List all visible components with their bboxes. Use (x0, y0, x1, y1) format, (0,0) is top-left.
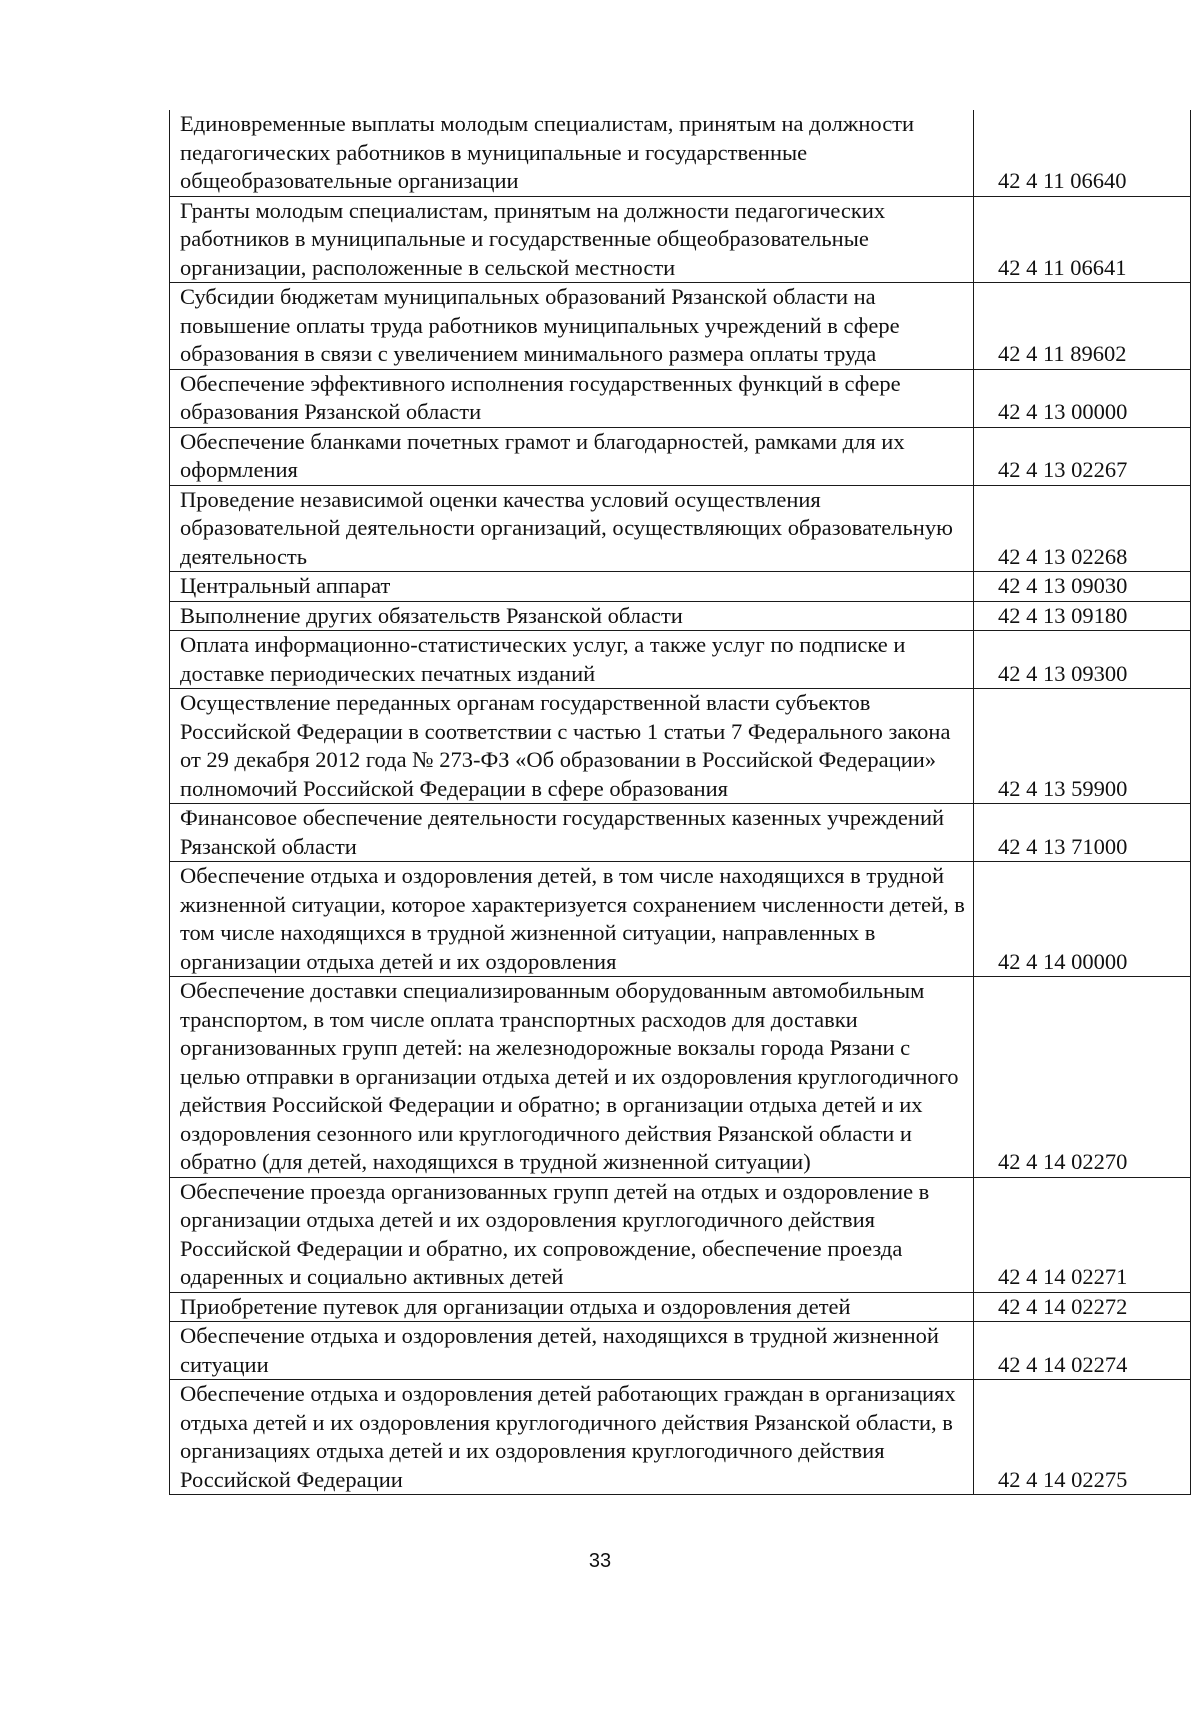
row-name-cell: Обеспечение отдыха и оздоровления детей, в том числе находящихся в трудной жизненной ситуации, которое характеризуется сохранением численности детей, в том числе находящихся в трудной жизненной ситуации, направленных в организации отдыха детей и их оздоровления (170, 862, 974, 977)
row-code-cell: 42 4 13 02267 (974, 427, 1191, 485)
table-row (170, 1177, 1191, 1292)
table-row (170, 1322, 1191, 1380)
row-code-cell: 42 4 14 02275 (974, 1380, 1191, 1495)
row-code-cell: 42 4 14 02272 (974, 1292, 1191, 1322)
table-row (170, 369, 1191, 427)
table-body (170, 110, 1191, 1495)
table-row (170, 977, 1191, 1178)
row-code-cell: 42 4 13 71000 (974, 804, 1191, 862)
row-code-cell: 42 4 14 02274 (974, 1322, 1191, 1380)
row-name-cell: Обеспечение эффективного исполнения государственных функций в сфере образования Рязанской области (170, 369, 974, 427)
row-name-cell: Обеспечение отдыха и оздоровления детей, находящихся в трудной жизненной ситуации (170, 1322, 974, 1380)
row-code-cell: 42 4 13 09300 (974, 631, 1191, 689)
table-row (170, 804, 1191, 862)
table-row (170, 283, 1191, 370)
row-name-cell: Выполнение других обязательств Рязанской области (170, 601, 974, 631)
row-name-cell: Проведение независимой оценки качества условий осуществления образовательной деятельности организаций, осуществляющих образовательную деятельность (170, 485, 974, 572)
row-code-cell: 42 4 14 02271 (974, 1177, 1191, 1292)
row-name-cell: Приобретение путевок для организации отдыха и оздоровления детей (170, 1292, 974, 1322)
row-code-cell: 42 4 13 09030 (974, 572, 1191, 602)
row-name-cell: Гранты молодым специалистам, принятым на должности педагогических работников в муниципальные и государственные общеобразовательные организации, расположенные в сельской местности (170, 196, 974, 283)
table-row (170, 485, 1191, 572)
row-name-cell: Обеспечение бланками почетных грамот и благодарностей, рамками для их оформления (170, 427, 974, 485)
row-code-cell: 42 4 14 02270 (974, 977, 1191, 1178)
table-row (170, 1380, 1191, 1495)
row-code-cell: 42 4 14 00000 (974, 862, 1191, 977)
table-row (170, 572, 1191, 602)
row-name-cell: Обеспечение доставки специализированным оборудованным автомобильным транспортом, в том числе оплата транспортных расходов для доставки организованных групп детей: на железнодорожные вокзалы города Рязани с целью отправки в организации отдыха детей и их оздоровления круглогодичного действия Российской Федерации и обратно; в организации отдыха детей и их оздоровления сезонного или круглогодичного действия Рязанской области и обратно (для детей, находящихся в трудной жизненной ситуации) (170, 977, 974, 1178)
budget-classification-table (169, 110, 1191, 1495)
table-row (170, 689, 1191, 804)
row-code-cell: 42 4 13 09180 (974, 601, 1191, 631)
row-code-cell: 42 4 13 59900 (974, 689, 1191, 804)
table-row (170, 862, 1191, 977)
row-name-cell: Центральный аппарат (170, 572, 974, 602)
row-code-cell: 42 4 11 06640 (974, 110, 1191, 196)
row-code-cell: 42 4 11 06641 (974, 196, 1191, 283)
page-number: 33 (588, 1550, 612, 1572)
row-code-cell: 42 4 13 02268 (974, 485, 1191, 572)
row-name-cell: Субсидии бюджетам муниципальных образований Рязанской области на повышение оплаты труда работников муниципальных учреждений в сфере образования в связи с увеличением минимального размера оплаты труда (170, 283, 974, 370)
table-row (170, 601, 1191, 631)
table-row (170, 427, 1191, 485)
row-name-cell: Финансовое обеспечение деятельности государственных казенных учреждений Рязанской области (170, 804, 974, 862)
table-row (170, 196, 1191, 283)
row-name-cell: Обеспечение проезда организованных групп детей на отдых и оздоровление в организации отдыха детей и их оздоровления круглогодичного действия Российской Федерации и обратно, их сопровождение, обеспечение проезда одаренных и социально активных детей (170, 1177, 974, 1292)
row-code-cell: 42 4 11 89602 (974, 283, 1191, 370)
row-name-cell: Осуществление переданных органам государственной власти субъектов Российской Федерации в соответствии с частью 1 статьи 7 Федерального закона от 29 декабря 2012 года № 273-ФЗ «Об образовании в Российской Федерации» полномочий Российской Федерации в сфере образования (170, 689, 974, 804)
table-row (170, 1292, 1191, 1322)
table-row (170, 110, 1191, 196)
table-row (170, 631, 1191, 689)
row-name-cell: Единовременные выплаты молодым специалистам, принятым на должности педагогических работников в муниципальные и государственные общеобразовательные организации (170, 110, 974, 196)
row-code-cell: 42 4 13 00000 (974, 369, 1191, 427)
row-name-cell: Обеспечение отдыха и оздоровления детей работающих граждан в организациях отдыха детей и их оздоровления круглогодичного действия Рязанской области, в организациях отдыха детей и их оздоровления круглогодичного действия Российской Федерации (170, 1380, 974, 1495)
row-name-cell: Оплата информационно-статистических услуг, а также услуг по подписке и доставке периодических печатных изданий (170, 631, 974, 689)
